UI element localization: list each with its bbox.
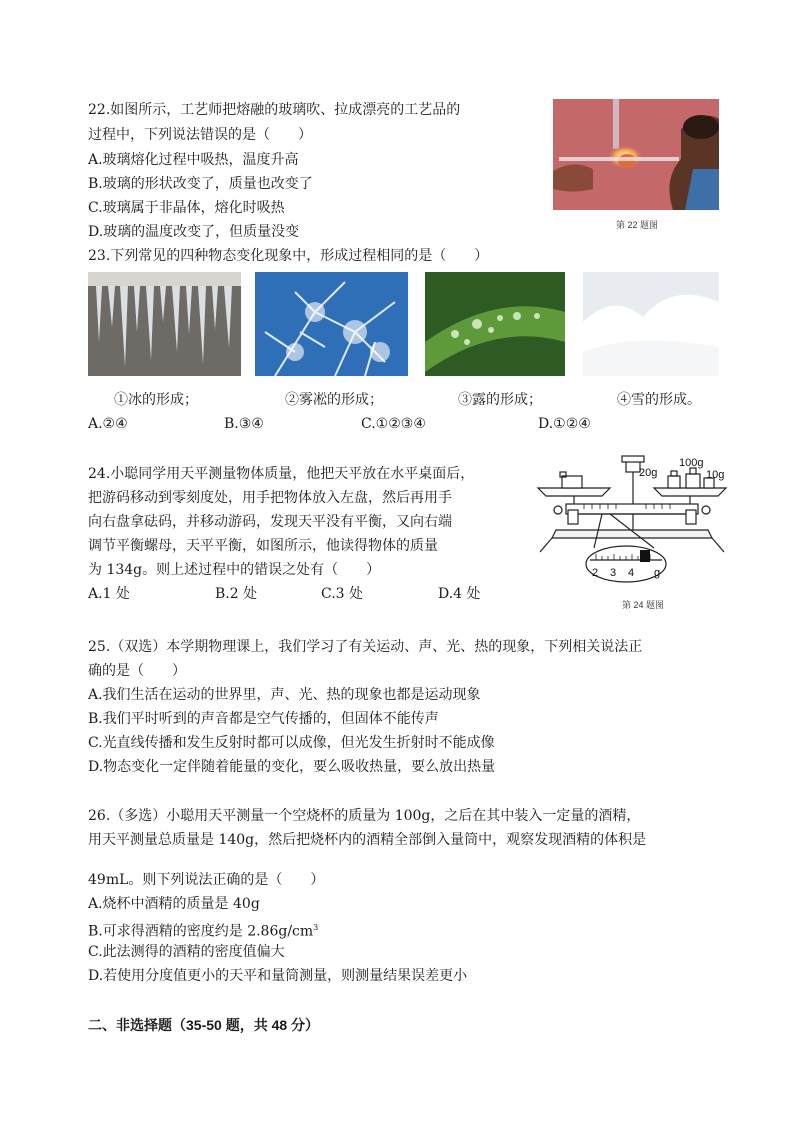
q24-weight-label-20g: 20g bbox=[639, 467, 658, 479]
q26-line1: 26.（多选）小聪用天平测量一个空烧杯的质量为 100g，之后在其中装入一定量的酒精， bbox=[88, 808, 641, 824]
q25-option-d: D.物态变化一定伴随着能量的变化，要么吸收热量，要么放出热量 bbox=[88, 759, 496, 775]
q23-option-d: D.①②④ bbox=[538, 416, 591, 432]
q24-scale-unit: g bbox=[654, 567, 661, 579]
q23-option-b: B.③④ bbox=[224, 416, 264, 432]
q26-option-c: C.此法测得的酒精的密度值偏大 bbox=[88, 944, 285, 960]
q23-snow-photo bbox=[583, 272, 719, 376]
q22-option-a: A.玻璃熔化过程中吸热，温度升高 bbox=[88, 152, 299, 168]
q24-weight-label-100g: 100g bbox=[679, 457, 704, 469]
q22-option-c: C.玻璃属于非晶体，熔化时吸热 bbox=[88, 200, 285, 216]
q23-rime-photo bbox=[255, 272, 408, 376]
q25-option-b: B.我们平时听到的声音都是空气传播的，但固体不能传声 bbox=[88, 711, 439, 727]
q26-option-b bbox=[88, 918, 318, 942]
q23-label-4: ④雪的形成。 bbox=[617, 392, 701, 408]
q24-line3: 向右盘拿砝码，并移动游码，发现天平没有平衡，又向右端 bbox=[88, 514, 452, 530]
q24-line1: 24.小聪同学用天平测量物体质量，他把天平放在水平桌面后， bbox=[88, 466, 475, 482]
q26-option-b-unit-exponent: 3 bbox=[313, 923, 319, 932]
q24-line5: 为 134g。则上述过程中的错误之处有（ ） bbox=[88, 562, 381, 578]
q23-label-3: ③露的形成； bbox=[458, 392, 542, 408]
q24-line2: 把游码移动到零刻度处，用手把物体放入左盘，然后再用手 bbox=[88, 490, 452, 506]
q24-option-d: D.4 处 bbox=[438, 586, 481, 602]
q25-line2: 确的是（ ） bbox=[88, 663, 186, 679]
q23-dew-photo bbox=[425, 272, 565, 376]
q26-option-d: D.若使用分度值更小的天平和量筒测量，则测量结果误差更小 bbox=[88, 968, 468, 984]
q25-option-a: A.我们生活在运动的世界里，声、光、热的现象也都是运动现象 bbox=[88, 687, 481, 703]
q24-weight-label-10g: 10g bbox=[706, 469, 725, 481]
q26-option-a: A.烧杯中酒精的质量是 40g bbox=[88, 896, 260, 912]
q22-stem-line2: 过程中，下列说法错误的是（ ） bbox=[88, 127, 312, 143]
section-2-heading: 二、非选择题（35-50 题，共 48 分） bbox=[88, 1017, 320, 1033]
q23-option-a: A.②④ bbox=[88, 416, 128, 432]
q24-option-c: C.3 处 bbox=[321, 586, 364, 602]
q25-line1: 25.（双选）本学期物理课上，我们学习了有关运动、声、光、热的现象，下列相关说法正 bbox=[88, 639, 643, 655]
q22-glassblowing-photo bbox=[553, 99, 719, 210]
q22-option-b: B.玻璃的形状改变了，质量也改变了 bbox=[88, 176, 313, 192]
q23-label-1: ①冰的形成； bbox=[114, 392, 198, 408]
q24-option-a: A.1 处 bbox=[88, 586, 130, 602]
q24-caption: 第 24 题图 bbox=[622, 600, 665, 610]
q23-icicle-photo bbox=[88, 272, 241, 376]
q26-line3: 49mL。则下列说法正确的是（ ） bbox=[88, 872, 325, 888]
q24-option-b: B.2 处 bbox=[215, 586, 258, 602]
q26-line2: 用天平测量总质量是 140g，然后把烧杯内的酒精全部倒入量筒中，观察发现酒精的体积是 bbox=[88, 832, 647, 848]
q23-label-2: ②雾凇的形成； bbox=[285, 392, 383, 408]
q23-option-c: C.①②③④ bbox=[361, 416, 426, 432]
q24-scale-tick-3: 3 bbox=[610, 567, 617, 579]
q24-balance-diagram bbox=[536, 452, 728, 588]
q25-option-c: C.光直线传播和发生反射时都可以成像，但光发生折射时不能成像 bbox=[88, 735, 495, 751]
q24-line4: 调节平衡螺母，天平平衡，如图所示，他读得物体的质量 bbox=[88, 538, 438, 554]
q22-option-d: D.玻璃的温度改变了，但质量没变 bbox=[88, 224, 300, 240]
q26-option-b-text: B.可求得酒精的密度约是 2.86g/cm bbox=[88, 923, 314, 940]
q22-caption: 第 22 题图 bbox=[616, 220, 659, 230]
q24-scale-tick-4: 4 bbox=[628, 567, 635, 579]
q22-stem-line1: 22.如图所示，工艺师把熔融的玻璃吹、拉成漂亮的工艺品的 bbox=[88, 102, 461, 118]
q24-scale-tick-2: 2 bbox=[592, 567, 599, 579]
q23-stem: 23.下列常见的四种物态变化现象中，形成过程相同的是（ ） bbox=[88, 248, 489, 264]
